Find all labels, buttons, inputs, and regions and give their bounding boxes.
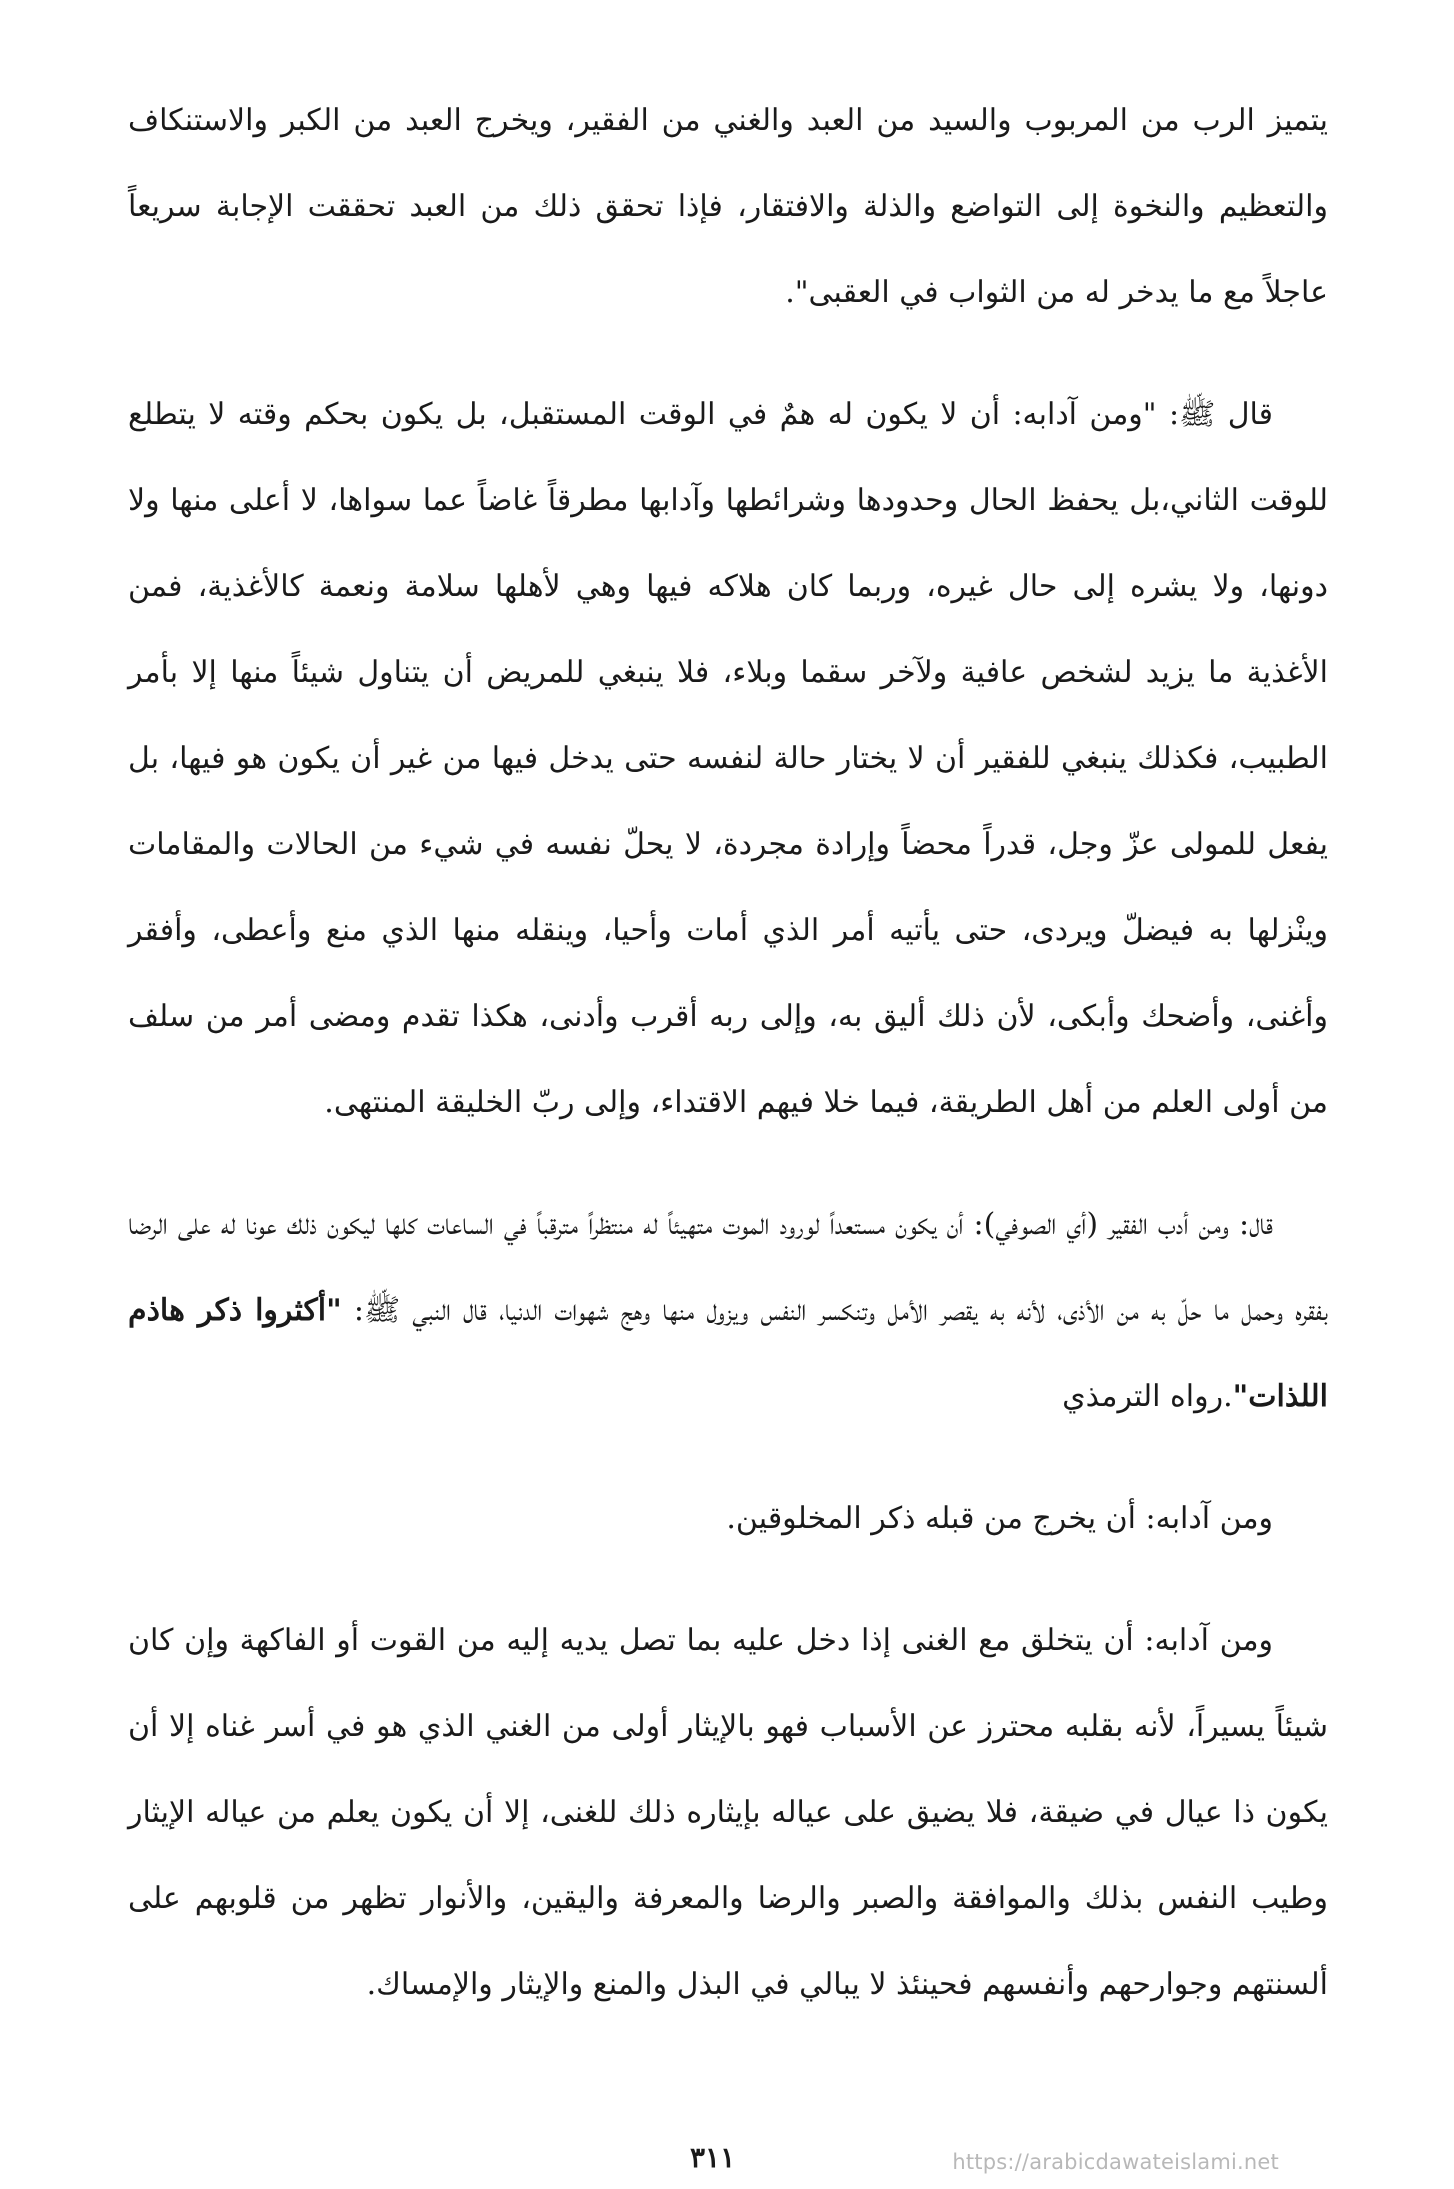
paragraph-2-text: قال ﷺ: "ومن آدابه: أن لا يكون له همٌ في الوقت المستقبل، بل يكون بحكم وقته لا يتطلع للوقت الثاني،بل يحفظ الحال وحدودها وشرائطها وآدابها مطرقاً غاضاً عما سواها، لا أعلى منها ولا دونها، ولا يشره إلى حال غيره، وربما كان هلاكه فيها وهي لأهلها سلامة ونعمة كالأغذية، فمن الأغذية ما يزيد لشخص عافية ولآخر سقما وبلاء، فلا ينبغي للمريض أن يتناول شيئاً منها إلا بأمر الطبيب، فكذلك ينبغي للفقير أن لا يختار حالة لنفسه حتى يدخل فيها من غير أن يكون هو فيها، بل يفعل للمولى عزّ وجل، قدراً محضاً وإرادة مجردة، لا يحلّ نفسه في شيء من الحالات والمقامات وينْزلها به فيضلّ ويردى، حتى يأتيه أمر الذي أمات وأحيا، وينقله منها الذي منع وأعطى، وأفقر وأغنى، وأضحك وأبكى، لأن ذلك أليق به، وإلى ربه أقرب وأدنى، هكذا تقدم ومضى أمر من سلف من أولى العلم من أهل الطريقة، فيما خلا فيهم الاقتداء، وإلى ربّ الخليقة المنتهى. [128,397,1328,1120]
page-number: ٣١١ [690,2141,736,2174]
page-body [128,78,1328,2064]
paragraph-3 [128,1182,1328,1440]
paragraph-4 [128,1476,1328,1562]
paragraph-1 [128,78,1328,336]
paragraph-4-text: ومن آدابه: أن يخرج من قبله ذكر المخلوقين. [726,1501,1273,1536]
paragraph-5-text: ومن آدابه: أن يتخلق مع الغنى إذا دخل عليه بما تصل يديه إليه من القوت أو الفاكهة وإن كان شيئاً يسيراً، لأنه بقلبه محترز عن الأسباب فهو بالإيثار أولى من الغني الذي هو في أسر غناه إلا أن يكون ذا عيال في ضيقة، فلا يضيق على عياله بإيثاره ذلك للغنى، إلا أن يكون يعلم من عياله الإيثار وطيب النفس بذلك والموافقة والصبر والرضا والمعرفة واليقين، والأنوار تظهر من قلوبهم على ألسنتهم وجوارحهم وأنفسهم فحينئذ لا يبالي في البذل والمنع والإيثار والإمساك. [128,1623,1328,2002]
paragraph-2 [128,372,1328,1146]
hadith-quote: "أكثروا ذكر هاذم اللذات" [128,1293,1328,1414]
hadith-source: .رواه الترمذي [1062,1379,1233,1414]
watermark-url: https://arabicdawateislami.net [952,2150,1279,2174]
paragraph-5 [128,1598,1328,2028]
paragraph-3-text: قال: ومن أدب الفقير (أي الصوفي): أن يكون مستعداً لورود الموت متهيئاً له منتظراً مترقباً في الساعات كلها ليكون ذلك عونا له على الرضا بفقره وحمل ما حلّ به من الأذى، لأنه به يقصر الأمل وتنكسر النفس ويزول منها وهج شهوات الدنيا، قال النبي ﷺ: [128,1207,1328,1328]
paragraph-1-text: يتميز الرب من المربوب والسيد من العبد والغني من الفقير، ويخرج العبد من الكبر والاستنكاف والتعظيم والنخوة إلى التواضع والذلة والافتقار، فإذا تحقق ذلك من العبد تحققت الإجابة سريعاً عاجلاً مع ما يدخر له من الثواب في العقبى". [128,103,1328,310]
